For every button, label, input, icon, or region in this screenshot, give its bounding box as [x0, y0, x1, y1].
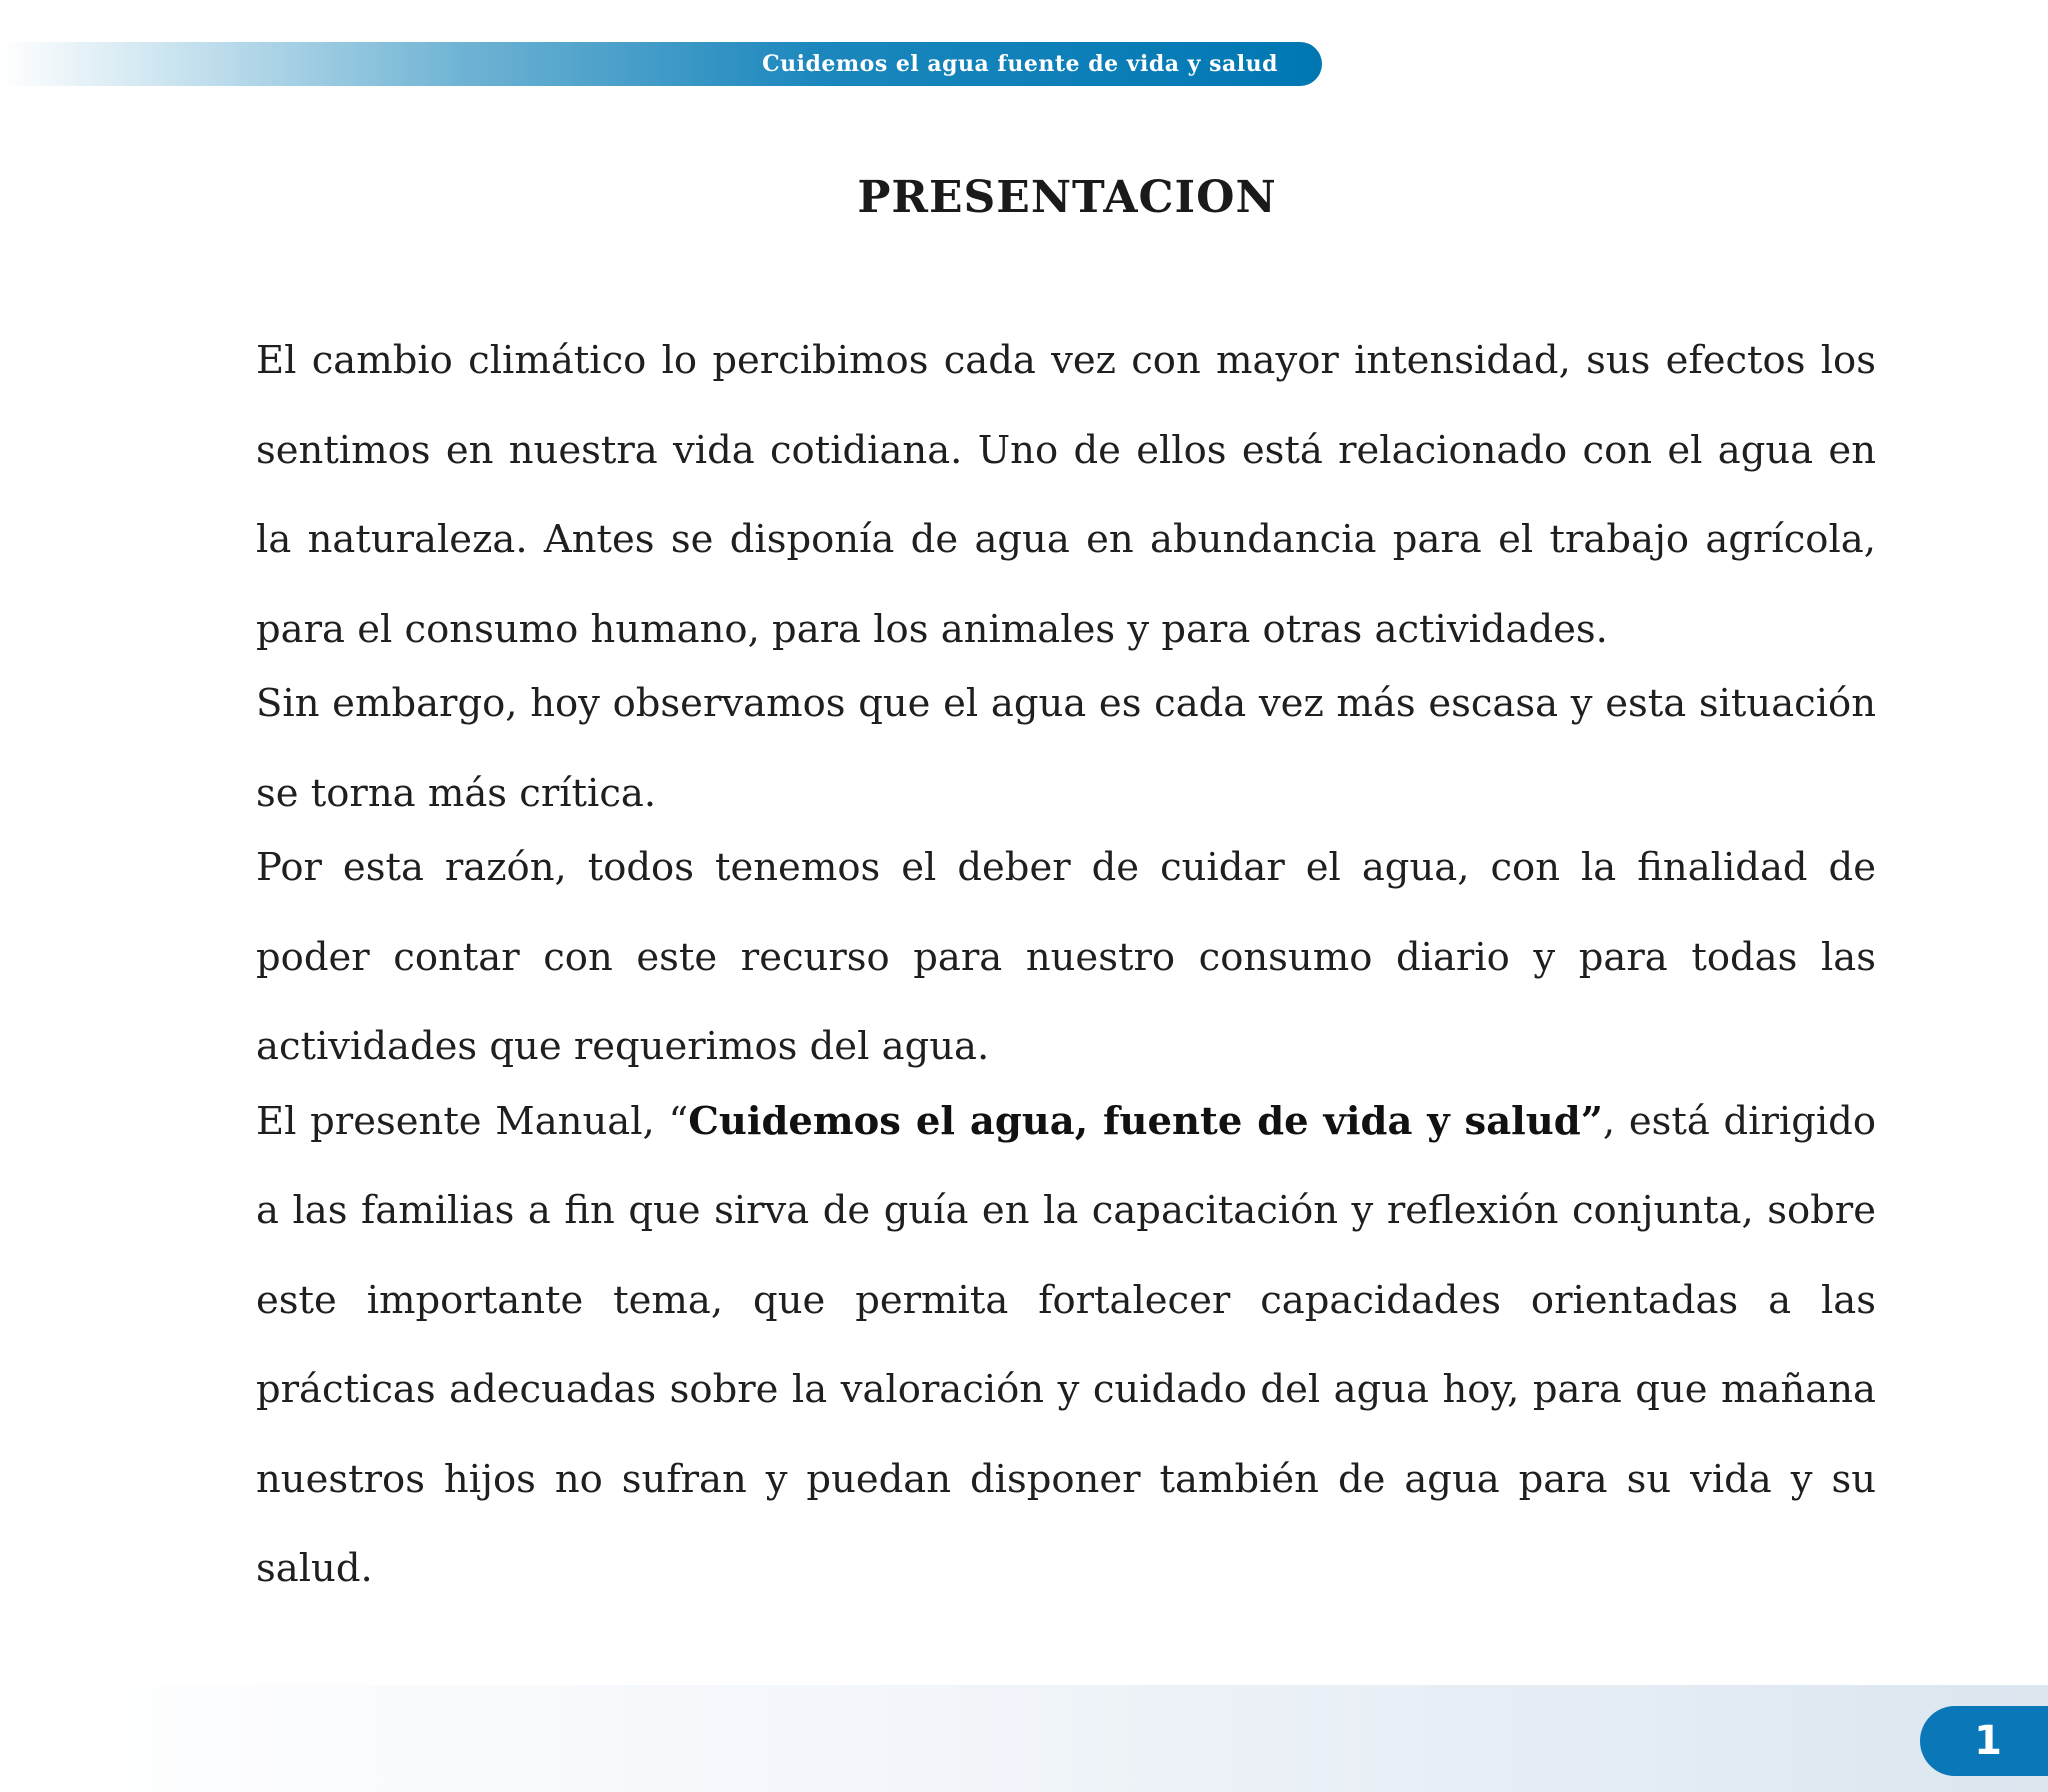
manual-title-bold: Cuidemos el agua, fuente de vida y salud” — [688, 1098, 1603, 1144]
paragraph-duty-to-care: Por esta razón, todos tenemos el deber de cuidar el agua, con la finalidad de poder contar con este recurso para nuestro consumo diario y para todas las actividades que requerimos del agua. — [256, 845, 1876, 1069]
page-number: 1 — [1920, 1706, 2048, 1776]
paragraph-manual — [256, 1077, 1876, 1614]
paragraph-climate-change: El cambio climático lo percibimos cada vez con mayor intensidad, sus efectos los sentimos en nuestra vida cotidiana. Uno de ellos está relacionado con el agua en la naturaleza. Antes se disponía de agua en abundancia para el trabajo agrícola, para el consumo humano, para los animales y para otras actividades. — [256, 338, 1876, 652]
manual-text-before: El presente Manual, “ — [256, 1098, 689, 1144]
body-text — [256, 316, 1876, 1614]
page-title: PRESENTACION — [857, 172, 1277, 223]
paragraph-water-scarcity: Sin embargo, hoy observamos que el agua es cada vez más escasa y esta situación se torna más crítica. — [256, 681, 1876, 816]
running-header-title: Cuidemos el agua fuente de vida y salud — [762, 51, 1278, 77]
footer-band — [0, 1685, 2048, 1792]
header-band — [0, 42, 1322, 86]
manual-text-after: , está dirigido a las familias a fin que sirva de guía en la capacitación y reflexión conjunta, sobre este importante tema, que permita fortalecer capacidades orientadas a las prácticas adecuadas sobre la valoración y cuidado del agua hoy, para que mañana nuestros hijos no sufran y puedan disponer también de agua para su vida y su salud. — [256, 1098, 1877, 1591]
